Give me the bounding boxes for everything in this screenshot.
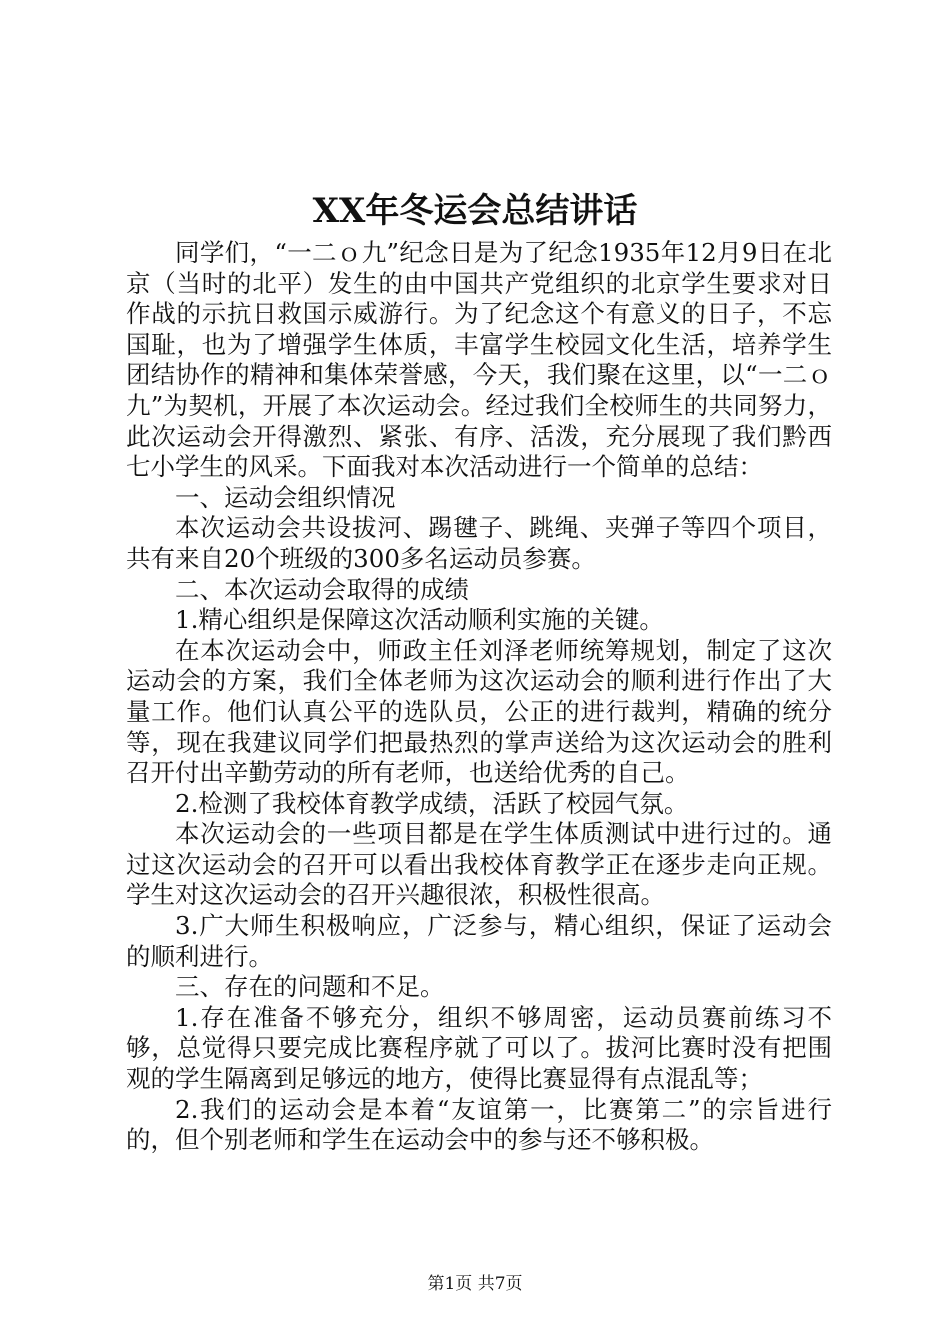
achievement-item-1: 1.精心组织是保障这次活动顺利实施的关键。	[175, 605, 664, 635]
document-body	[126, 238, 832, 1156]
paragraph-achievement-2: 本次运动会的一些项目都是在学生体质测试中进行过的。通过这次运动会的召开可以看出我校体育教学正在逐步走向正规。学生对这次运动会的召开兴趣很浓，积极性很高。	[126, 819, 832, 910]
paragraph-intro: 同学们，“一二ｏ九”纪念日是为了纪念1935年12月9日在北京（当时的北平）发生的由中国共产党组织的北京学生要求对日作战的示抗日救国示威游行。为了纪念这个有意义的日子，不忘国耻，也为了增强学生体质，丰富学生校园文化生活，培养学生团结协作的精神和集体荣誉感，今天，我们聚在这里，以“一二ｏ九”为契机，开展了本次运动会。经过我们全校师生的共同努力，此次运动会开得激烈、紧张、有序、活泼，充分展现了我们黔西七小学生的风采。下面我对本次活动进行一个简单的总结：	[126, 238, 832, 482]
page-footer: 第1页 共7页	[427, 1274, 523, 1294]
achievement-item-3: 3.广大师生积极响应，广泛参与，精心组织，保证了运动会的顺利进行。	[126, 911, 832, 971]
document-title: XX年冬运会总结讲话	[312, 191, 638, 231]
paragraph-organization: 本次运动会共设拔河、踢毽子、跳绳、夹弹子等四个项目，共有来自20个班级的300多名运动员参赛。	[126, 513, 832, 573]
heading-achievements: 二、本次运动会取得的成绩	[175, 574, 469, 604]
achievement-item-2: 2.检测了我校体育教学成绩，活跃了校园气氛。	[175, 788, 689, 818]
problem-item-1: 1.存在准备不够充分，组织不够周密，运动员赛前练习不够，总觉得只要完成比赛程序就了可以了。拔河比赛时没有把围观的学生隔离到足够远的地方，使得比赛显得有点混乱等；	[126, 1002, 832, 1094]
paragraph-achievement-1: 在本次运动会中，师政主任刘泽老师统筹规划，制定了这次运动会的方案，我们全体老师为这次运动会的顺利进行作出了大量工作。他们认真公平的选队员，公正的进行裁判，精确的统分等，现在我建议同学们把最热烈的掌声送给为这次运动会的胜利召开付出辛勤劳动的所有老师，也送给优秀的自己。	[126, 635, 832, 788]
heading-problems: 三、存在的问题和不足。	[175, 972, 445, 1002]
heading-organization: 一、运动会组织情况	[175, 482, 396, 512]
problem-item-2: 2.我们的运动会是本着“友谊第一，比赛第二”的宗旨进行的，但个别老师和学生在运动会中的参与还不够积极。	[126, 1094, 832, 1155]
